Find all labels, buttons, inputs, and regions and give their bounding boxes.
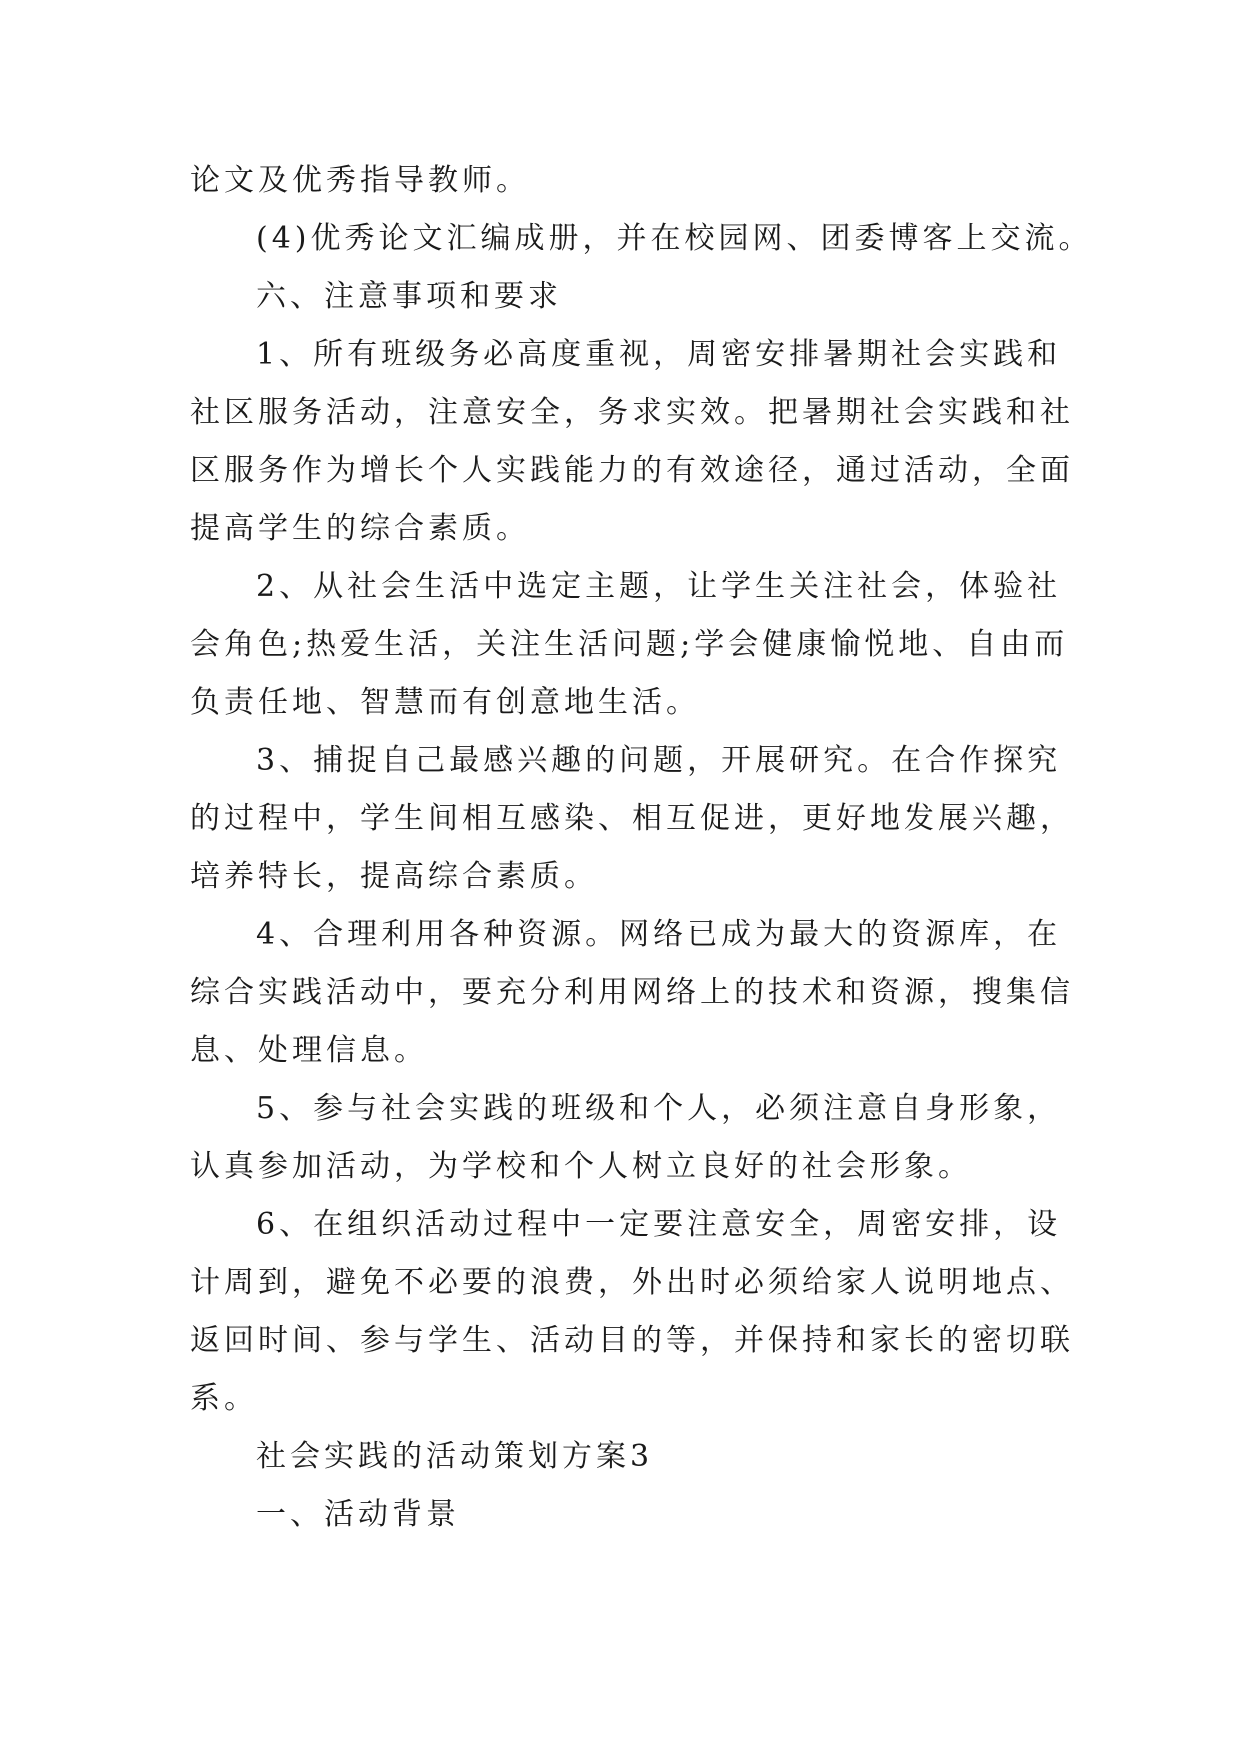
text-line: 负责任地、智慧而有创意地生活。 [190, 685, 700, 720]
text-line: 6、在组织活动过程中一定要注意安全，周密安排，设 [256, 1207, 1062, 1242]
text-line: 培养特长，提高综合素质。 [190, 859, 598, 894]
section-title: 社会实践的活动策划方案3 [256, 1439, 654, 1474]
text-line: 2、从社会生活中选定主题，让学生关注社会，体验社 [256, 569, 1062, 604]
text-line: 认真参加活动，为学校和个人树立良好的社会形象。 [190, 1149, 972, 1184]
text-line: 系。 [190, 1381, 258, 1416]
section-heading: 一、活动背景 [256, 1497, 460, 1532]
text-line: 返回时间、参与学生、活动目的等，并保持和家长的密切联 [190, 1323, 1074, 1358]
section-heading: 六、注意事项和要求 [256, 279, 562, 314]
text-line: 4、合理利用各种资源。网络已成为最大的资源库，在 [256, 917, 1062, 952]
text-line: 计周到，避免不必要的浪费，外出时必须给家人说明地点、 [190, 1265, 1074, 1300]
text-line: 会角色;热爱生活，关注生活问题;学会健康愉悦地、自由而 [190, 627, 1069, 662]
text-line: 的过程中，学生间相互感染、相互促进，更好地发展兴趣， [190, 801, 1074, 836]
text-line: 论文及优秀指导教师。 [190, 163, 530, 198]
text-line: 社区服务活动，注意安全，务求实效。把暑期社会实践和社 [190, 395, 1074, 430]
text-line: 息、处理信息。 [190, 1033, 428, 1068]
document-body [190, 152, 1093, 1544]
text-line: 3、捕捉自己最感兴趣的问题，开展研究。在合作探究 [256, 743, 1062, 778]
text-line: 综合实践活动中，要充分利用网络上的技术和资源，搜集信 [190, 975, 1074, 1010]
text-line: 5、参与社会实践的班级和个人，必须注意自身形象， [256, 1091, 1062, 1126]
text-line: 1、所有班级务必高度重视，周密安排暑期社会实践和 [256, 337, 1062, 372]
text-line: (4)优秀论文汇编成册，并在校园网、团委博客上交流。 [256, 221, 1093, 256]
text-line: 提高学生的综合素质。 [190, 511, 530, 546]
text-line: 区服务作为增长个人实践能力的有效途径，通过活动，全面 [190, 453, 1074, 488]
